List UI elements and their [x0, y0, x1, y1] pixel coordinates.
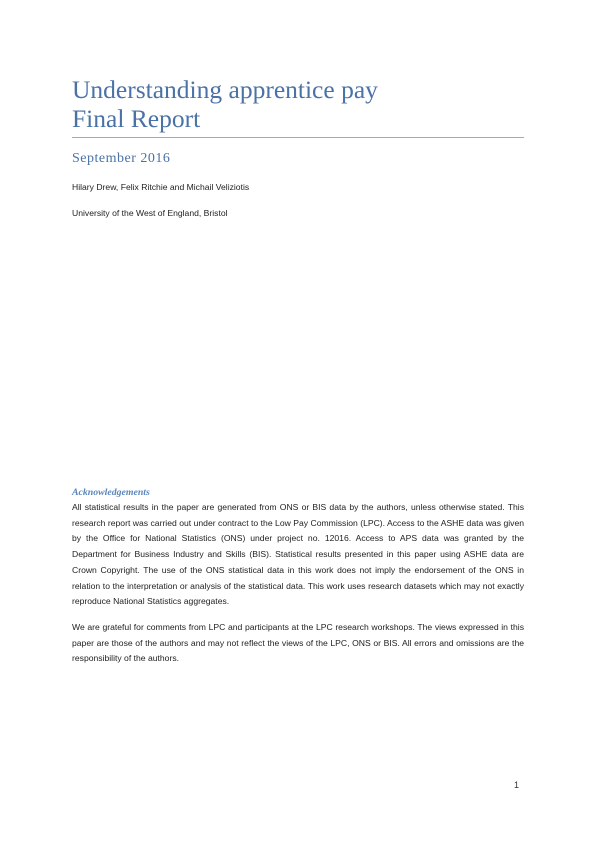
- acknowledgements-paragraph: All statistical results in the paper are generated from ONS or BIS data by the authors, unless otherwise stated. This research report was carried out under contract to the Low Pay Commission (LPC). Access to the ASHE data was given by the Office for National Statistics (ONS) under project no. 12016. Access to APS data was granted by the Department for Business Industry and Skills (BIS). Statistical results presented in this paper using ASHE data are Crown Copyright. The use of the ONS statistical data in this work does not imply the endorsement of the ONS in relation to the interpretation or analysis of the statistical data. This work uses research datasets which may not exactly reproduce National Statistics aggregates.: [72, 502, 524, 607]
- title-line-2: Final Report: [72, 104, 201, 133]
- acknowledgements-paragraph: We are grateful for comments from LPC and participants at the LPC research workshops. The views expressed in this paper are those of the authors and may not reflect the views of the LPC, ONS or BIS. All errors and omissions are the responsibility of the authors.: [72, 621, 524, 664]
- report-date: September 2016: [72, 151, 171, 166]
- affiliation: University of the West of England, Bristol: [72, 208, 228, 218]
- page-number: 1: [514, 780, 520, 790]
- document-title: [72, 75, 524, 133]
- title-divider: [72, 137, 524, 138]
- title-line-1: Understanding apprentice pay: [72, 75, 378, 104]
- acknowledgements-heading: Acknowledgements: [72, 487, 150, 498]
- acknowledgements-section: [72, 487, 524, 677]
- title-block: [72, 75, 524, 133]
- authors: Hilary Drew, Felix Ritchie and Michail Veliziotis: [72, 182, 250, 192]
